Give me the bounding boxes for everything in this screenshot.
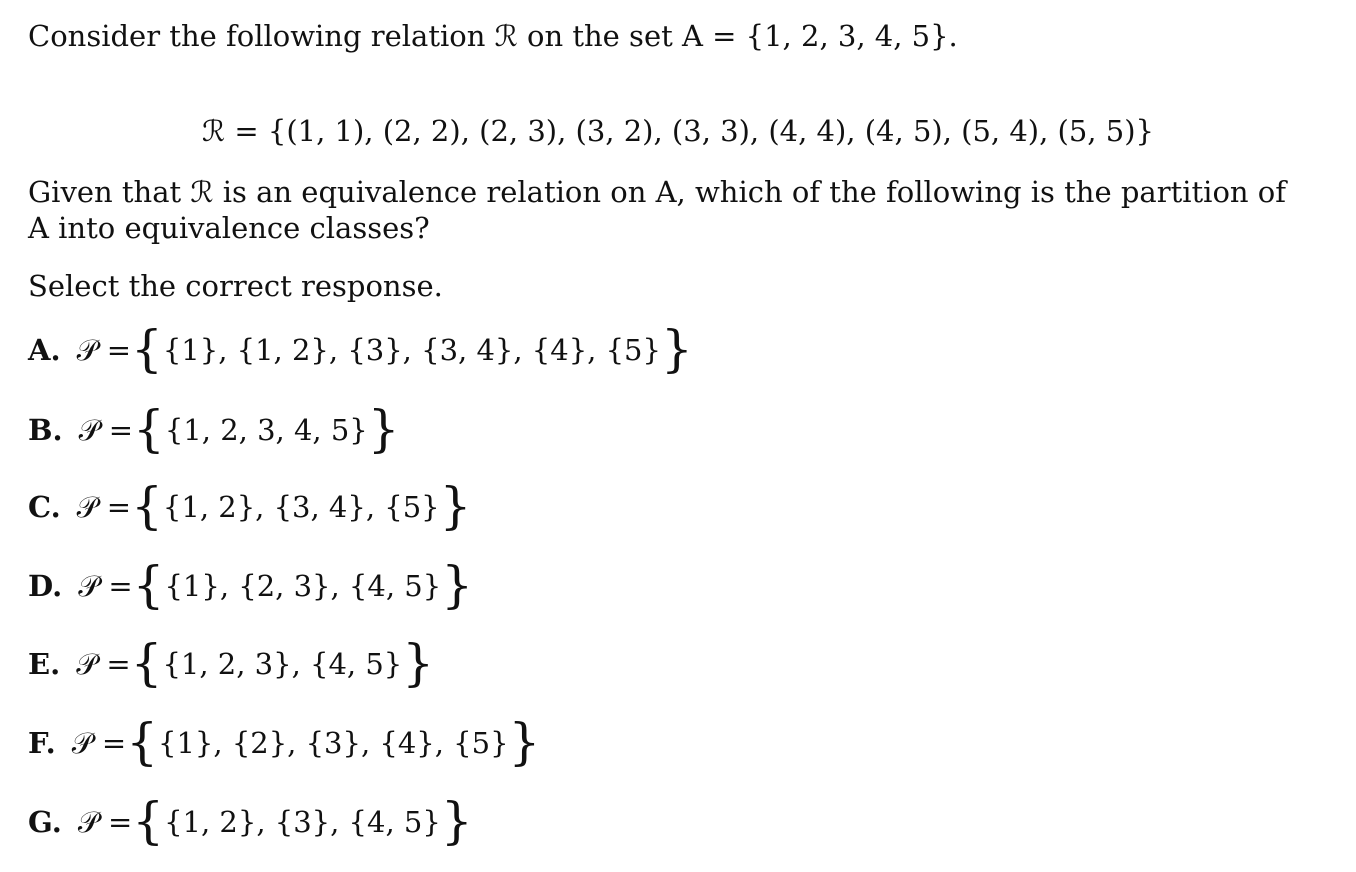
right-brace: } — [439, 477, 472, 535]
option-prefix: 𝒫 = — [78, 568, 133, 603]
right-brace: } — [660, 320, 693, 378]
option-letter: E. — [28, 647, 61, 681]
option-a[interactable] — [28, 320, 693, 378]
right-brace: } — [508, 713, 541, 771]
option-prefix: 𝒫 = — [76, 332, 132, 367]
option-letter: F. — [28, 726, 56, 760]
option-b[interactable] — [28, 400, 400, 458]
left-brace: { — [133, 400, 165, 458]
option-sets: {1, 2, 3, 4, 5} — [164, 413, 368, 447]
option-letter: A. — [28, 333, 61, 367]
left-brace: { — [130, 634, 163, 692]
option-letter: G. — [28, 805, 62, 839]
option-sets: {1}, {2}, {3}, {4}, {5} — [158, 726, 509, 760]
option-prefix: 𝒫 = — [78, 412, 134, 447]
option-prefix: 𝒫 = — [71, 725, 127, 760]
right-brace: } — [402, 634, 435, 692]
left-brace: { — [132, 792, 165, 850]
option-letter: B. — [28, 413, 63, 447]
left-brace: { — [126, 713, 159, 771]
option-prefix: 𝒫 = — [77, 804, 133, 839]
option-sets: {1, 2}, {3, 4}, {5} — [162, 490, 440, 524]
option-sets: {1}, {1, 2}, {3}, {3, 4}, {4}, {5} — [162, 333, 661, 367]
option-c[interactable] — [28, 477, 472, 535]
option-e[interactable] — [28, 634, 435, 692]
right-brace: } — [441, 556, 473, 614]
right-brace: } — [440, 792, 473, 850]
option-sets: {1, 2, 3}, {4, 5} — [162, 647, 403, 681]
relation-definition: ℛ = {(1, 1), (2, 2), (2, 3), (3, 2), (3, 3), (4, 4), (4, 5), (5, 4), (5, 5)} — [202, 114, 1154, 148]
question-intro: Consider the following relation ℛ on the set A = {1, 2, 3, 4, 5}. — [28, 19, 958, 53]
option-letter: D. — [28, 569, 63, 603]
left-brace: { — [131, 477, 163, 535]
instruction-text: Select the correct response. — [28, 269, 443, 303]
option-g[interactable] — [28, 792, 473, 850]
option-f[interactable] — [28, 713, 541, 771]
option-letter: C. — [28, 490, 61, 524]
option-prefix: 𝒫 = — [76, 489, 132, 524]
left-brace: { — [132, 556, 165, 614]
right-brace: } — [367, 400, 400, 458]
option-sets: {1}, {2, 3}, {4, 5} — [164, 569, 442, 603]
option-prefix: 𝒫 = — [76, 646, 131, 681]
option-d[interactable] — [28, 556, 473, 614]
option-sets: {1, 2}, {3}, {4, 5} — [164, 805, 441, 839]
question-prompt: Given that ℛ is an equivalence relation on A, which of the following is the partition of A into equivalence classes? — [28, 175, 1286, 245]
left-brace: { — [131, 320, 163, 378]
